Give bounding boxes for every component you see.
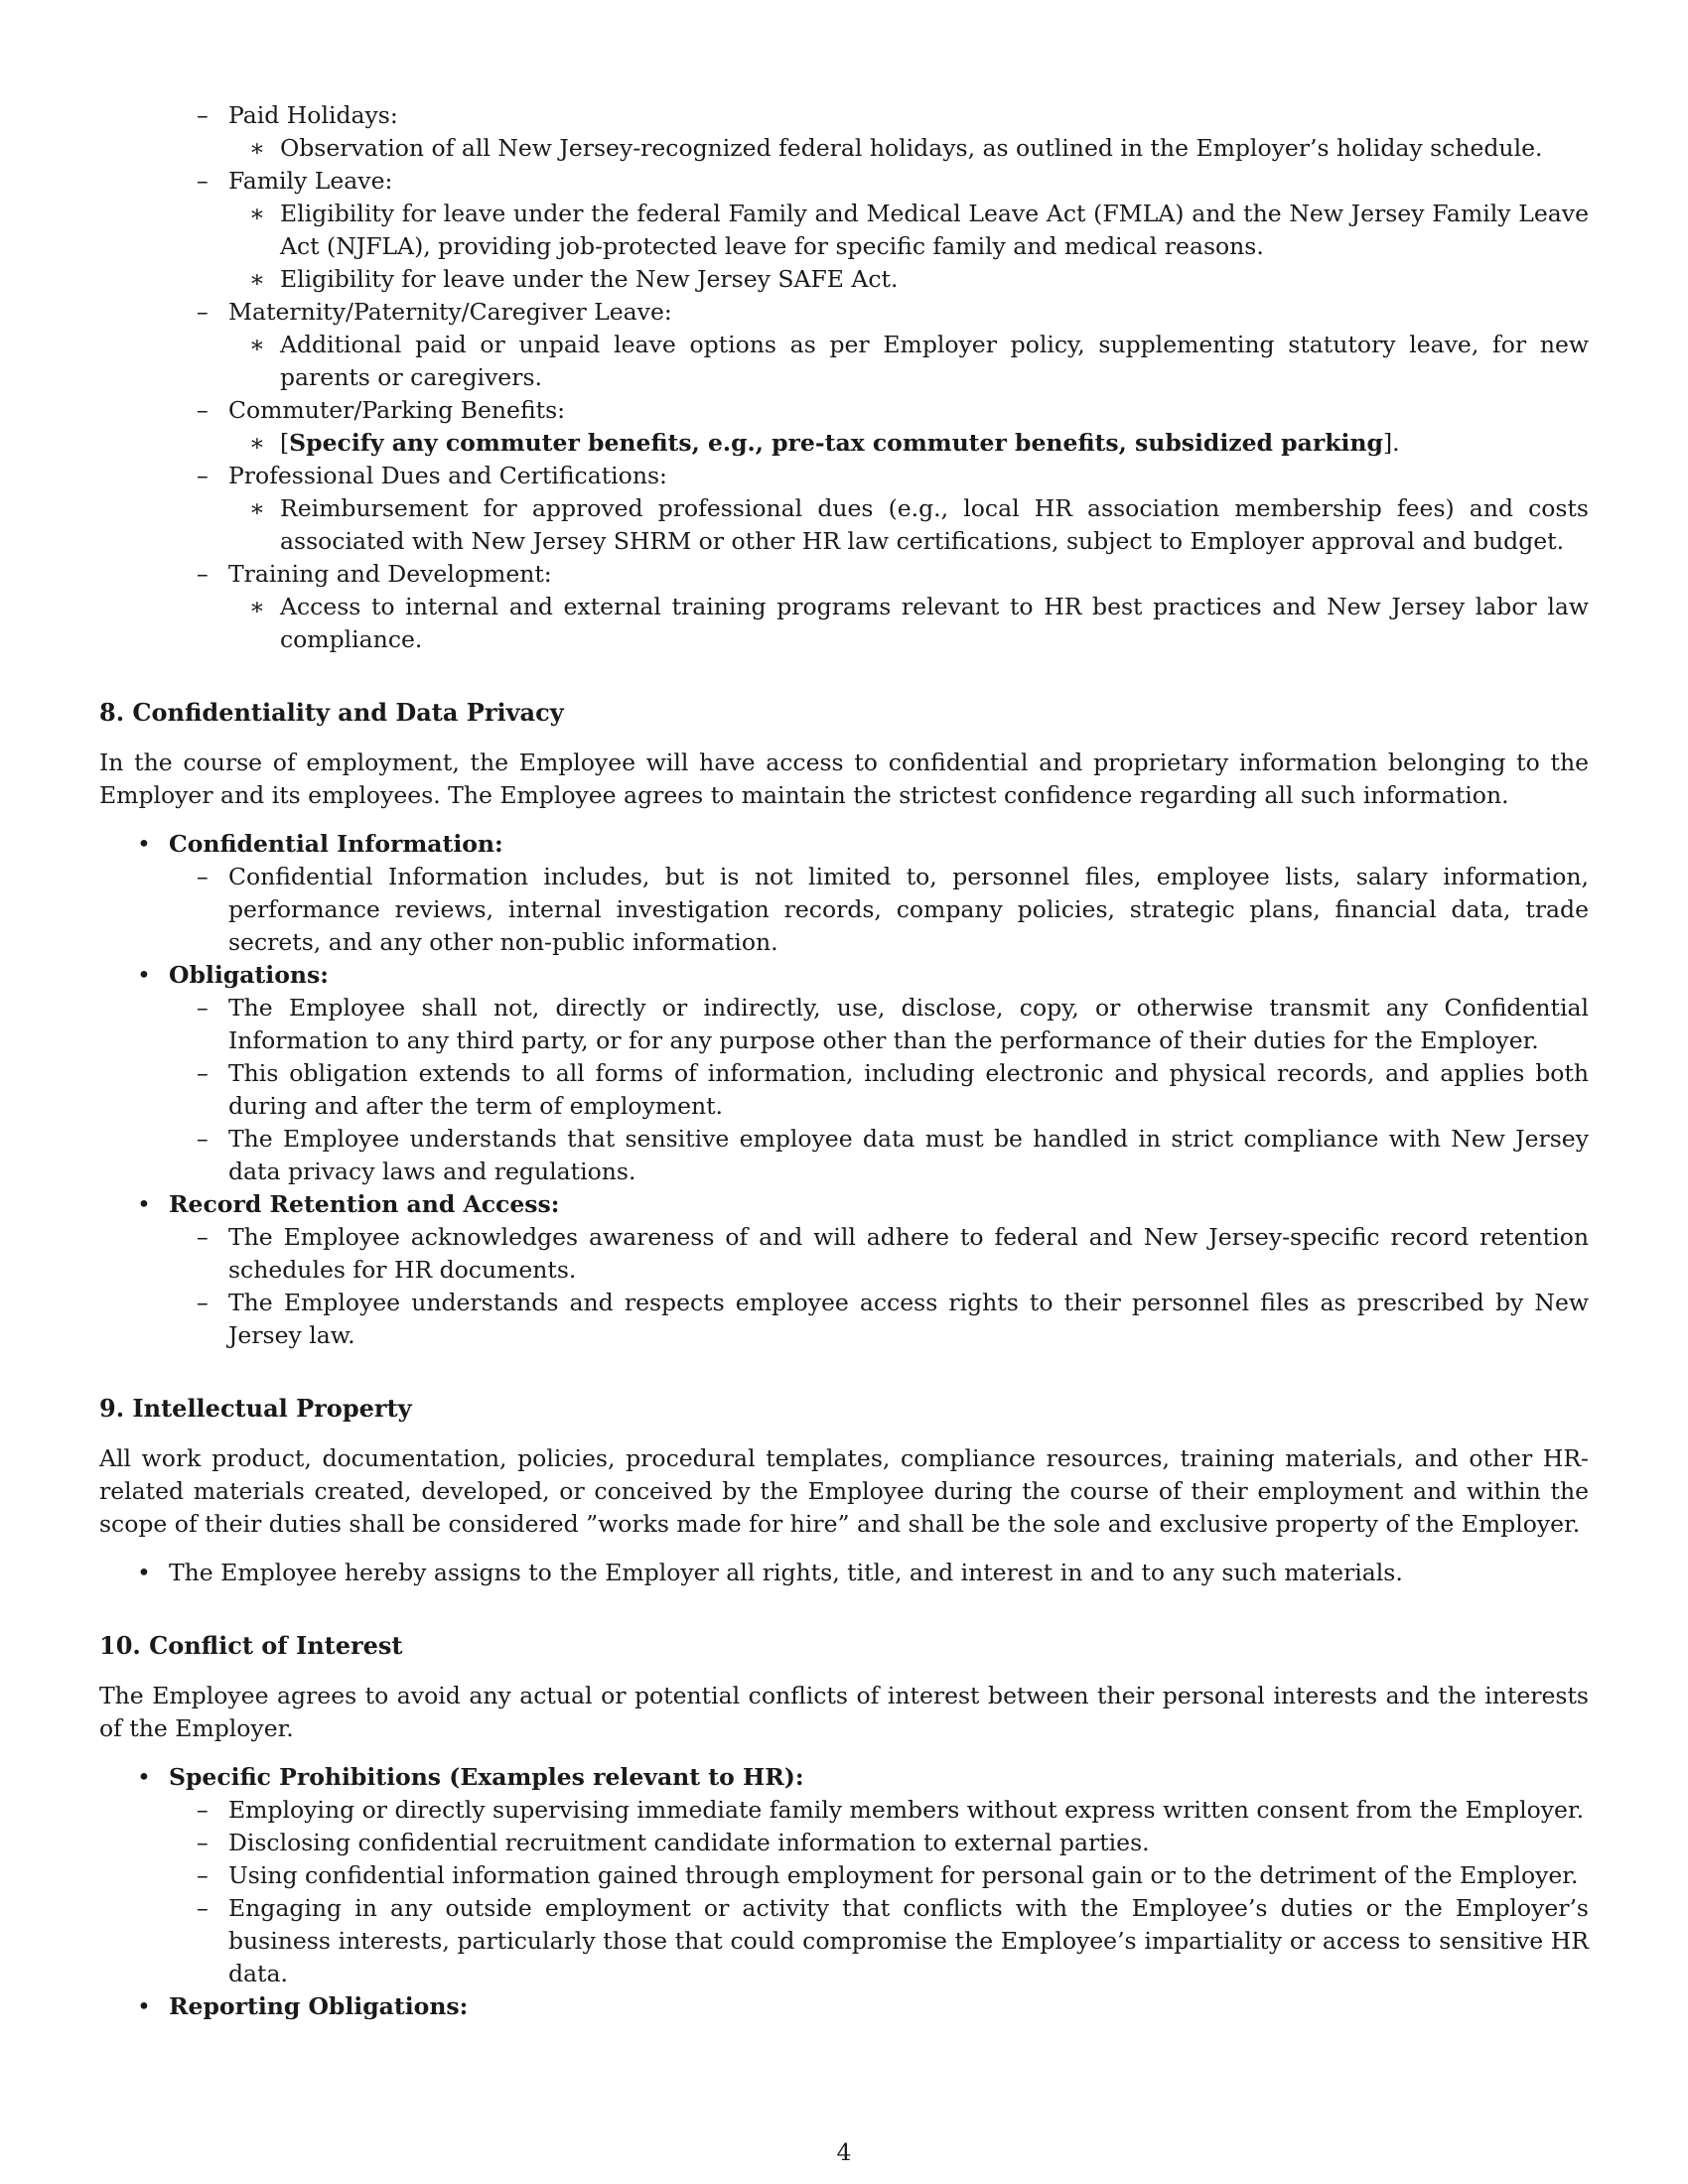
- list-item: [99, 1123, 1589, 1188]
- item-text: Additional paid or unpaid leave options as per Employer policy, supplementing statutory leave, for new parents or caregivers.: [280, 331, 1589, 391]
- list-item: [99, 1557, 1589, 1589]
- item-title: Specific Prohibitions (Examples relevant to HR):: [169, 1763, 804, 1791]
- star-marker: ∗: [249, 494, 265, 522]
- list-item: [99, 558, 1589, 591]
- section-heading: 9. Intellectual Property: [99, 1394, 412, 1423]
- bullet-marker: •: [137, 1992, 151, 2020]
- dash-marker: –: [197, 298, 209, 326]
- item-text: Using confidential information gained through employment for personal gain or to the detriment of the Employer.: [228, 1861, 1579, 1889]
- list-item: [99, 1221, 1589, 1287]
- dash-marker: –: [197, 1289, 209, 1316]
- page-number: 4: [836, 2138, 852, 2166]
- item-text: Commuter/Parking Benefits:: [228, 396, 566, 424]
- item-text: The Employee understands that sensitive employee data must be handled in strict compliance with New Jersey data privacy laws and regulations.: [228, 1125, 1589, 1185]
- item-title: Obligations:: [169, 961, 329, 989]
- item-text: The Employee understands and respects employee access rights to their personnel files as prescribed by New Jersey law.: [228, 1289, 1589, 1349]
- list-item: [99, 198, 1589, 263]
- dash-marker: –: [197, 1829, 209, 1856]
- dash-marker: –: [197, 1861, 209, 1889]
- list-item: [99, 1859, 1589, 1892]
- list-item: [99, 460, 1589, 492]
- list-item: [99, 861, 1589, 959]
- list-item: [99, 132, 1589, 165]
- star-marker: ∗: [249, 265, 265, 293]
- section-intro: In the course of employment, the Employee will have access to confidential and proprietary information belonging to the Employer and its employees. The Employee agrees to maintain the strictest confidence regarding all such information.: [99, 749, 1589, 809]
- bullet-marker: •: [137, 1190, 151, 1218]
- item-title: Record Retention and Access:: [169, 1190, 560, 1218]
- page-content: [99, 99, 1589, 2085]
- dash-marker: –: [197, 462, 209, 489]
- list-item: [99, 165, 1589, 198]
- list-item: [99, 1761, 1589, 1794]
- dash-marker: –: [197, 1223, 209, 1251]
- item-text: Paid Holidays:: [228, 101, 398, 129]
- item-text: Family Leave:: [228, 167, 393, 195]
- list-item: [99, 263, 1589, 296]
- item-text: Reimbursement for approved professional dues (e.g., local HR association membership fees) and costs associated with New Jersey SHRM or other HR law certifications, subject to Employer approval and budget.: [280, 494, 1589, 555]
- list-item: [99, 1892, 1589, 1990]
- dash-marker: –: [197, 1894, 209, 1922]
- item-text: Observation of all New Jersey-recognized federal holidays, as outlined in the Employer’s holiday schedule.: [280, 134, 1543, 162]
- dash-marker: –: [197, 101, 209, 129]
- bullet-marker: •: [137, 961, 151, 989]
- item-title: Reporting Obligations:: [169, 1992, 469, 2020]
- list-item: [99, 1188, 1589, 1221]
- section-intro: The Employee agrees to avoid any actual or potential conflicts of interest between their personal interests and the interests of the Employer.: [99, 1682, 1589, 1742]
- star-marker: ∗: [249, 331, 265, 358]
- section-heading: 8. Confidentiality and Data Privacy: [99, 698, 564, 727]
- dash-marker: –: [197, 396, 209, 424]
- list-item: [99, 591, 1589, 656]
- item-text: Engaging in any outside employment or activity that conflicts with the Employee’s duties or the Employer’s business interests, particularly those that could compromise the Employee’s impartiality or access to sensitive HR data.: [228, 1894, 1589, 1987]
- item-text: Employing or directly supervising immediate family members without express written consent from the Employer.: [228, 1796, 1585, 1824]
- item-text: Confidential Information includes, but is not limited to, personnel files, employee lists, salary information, performance reviews, internal investigation records, company policies, strategic plans, financial data, trade secrets, and any other non-public information.: [228, 863, 1589, 956]
- dash-marker: –: [197, 167, 209, 195]
- dash-marker: –: [197, 863, 209, 890]
- dash-marker: –: [197, 560, 209, 588]
- bullet-marker: •: [137, 1763, 151, 1791]
- item-text: Eligibility for leave under the New Jersey SAFE Act.: [280, 265, 899, 293]
- list-item: [99, 492, 1589, 558]
- dash-marker: –: [197, 994, 209, 1022]
- list-item: [99, 1794, 1589, 1827]
- bullet-marker: •: [137, 1559, 151, 1586]
- star-marker: ∗: [249, 134, 265, 162]
- star-marker: ∗: [249, 429, 265, 457]
- list-item: [99, 1827, 1589, 1859]
- list-item: [99, 99, 1589, 132]
- list-item: [99, 1057, 1589, 1123]
- section-heading: 10. Conflict of Interest: [99, 1631, 403, 1660]
- item-text: The Employee acknowledges awareness of and will adhere to federal and New Jersey-specific record retention schedules for HR documents.: [228, 1223, 1589, 1284]
- list-item: [99, 427, 1589, 460]
- star-marker: ∗: [249, 593, 265, 620]
- list-item: [99, 1287, 1589, 1352]
- list-item: [99, 1990, 1589, 2023]
- item-text: Maternity/Paternity/Caregiver Leave:: [228, 298, 672, 326]
- item-text: Disclosing confidential recruitment candidate information to external parties.: [228, 1829, 1150, 1856]
- item-title: Confidential Information:: [169, 830, 503, 858]
- item-text: Eligibility for leave under the federal Family and Medical Leave Act (FMLA) and the New Jersey Family Leave Act (NJFLA), providing job-protected leave for specific family and medical reasons.: [280, 200, 1589, 260]
- item-text: This obligation extends to all forms of information, including electronic and physical records, and applies both during and after the term of employment.: [228, 1059, 1589, 1120]
- list-item: [99, 959, 1589, 992]
- item-text: Professional Dues and Certifications:: [228, 462, 667, 489]
- star-marker: ∗: [249, 200, 265, 227]
- item-text: Training and Development:: [228, 560, 552, 588]
- bullet-marker: •: [137, 830, 151, 858]
- dash-marker: –: [197, 1796, 209, 1824]
- list-item: [99, 394, 1589, 427]
- list-item: [99, 828, 1589, 861]
- dash-marker: –: [197, 1125, 209, 1153]
- placeholder-open: [: [280, 429, 290, 457]
- item-text: The Employee shall not, directly or indirectly, use, disclose, copy, or otherwise transmit any Confidential Information to any third party, or for any purpose other than the performance of their duties for the Employer.: [228, 994, 1589, 1054]
- list-item: [99, 296, 1589, 329]
- list-item: [99, 992, 1589, 1057]
- section-intro: All work product, documentation, policies, procedural templates, compliance resources, training materials, and other HR-related materials created, developed, or conceived by the Employee during the course of their employment and within the scope of their duties shall be considered ”works made for hire” and shall be the sole and exclusive property of the Employer.: [99, 1444, 1589, 1538]
- item-text: The Employee hereby assigns to the Employer all rights, title, and interest in and to any such materials.: [169, 1559, 1403, 1586]
- item-text: Access to internal and external training programs relevant to HR best practices and New Jersey labor law compliance.: [280, 593, 1589, 653]
- placeholder-text: Specify any commuter benefits, e.g., pre-tax commuter benefits, subsidized parking: [289, 429, 1383, 457]
- placeholder-close: ].: [1382, 429, 1400, 457]
- list-item: [99, 329, 1589, 394]
- dash-marker: –: [197, 1059, 209, 1087]
